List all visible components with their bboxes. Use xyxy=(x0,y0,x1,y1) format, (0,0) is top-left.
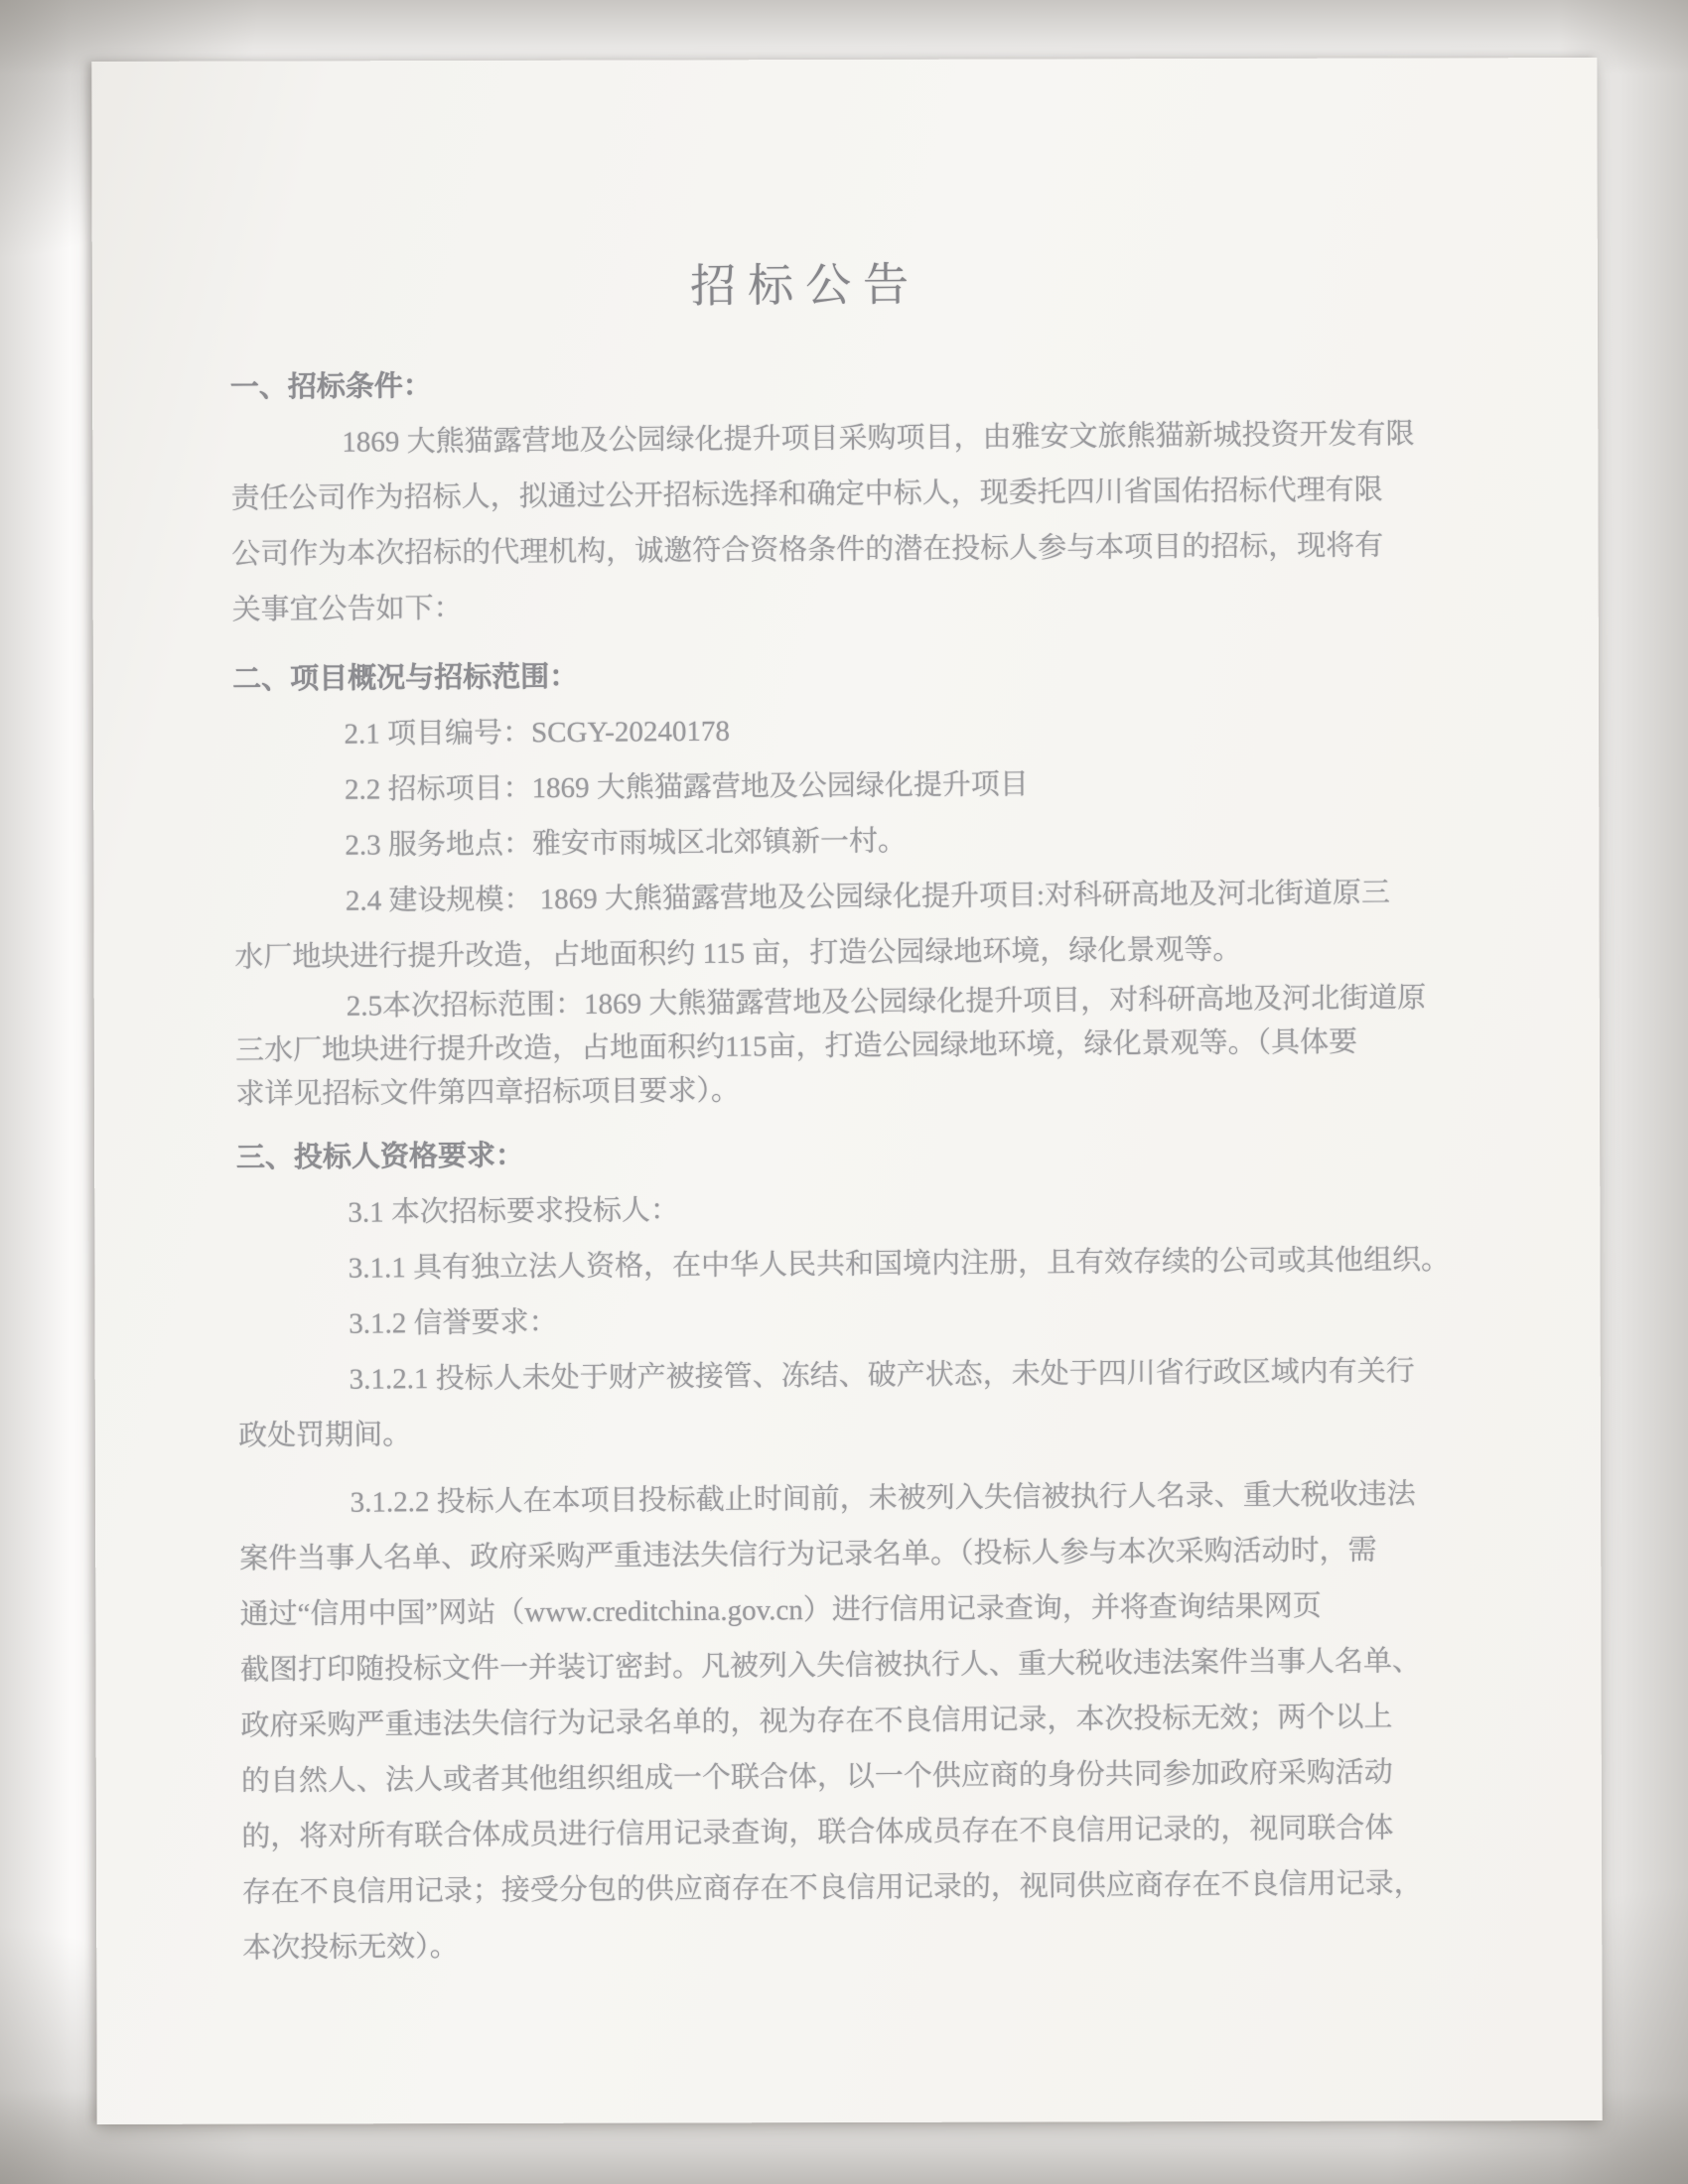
text-line: 2.5本次招标范围：1869 大熊猫露营地及公园绿化提升项目，对科研高地及河北街道原 xyxy=(346,982,1427,1023)
text-line: 1869 大熊猫露营地及公园绿化提升项目采购项目，由雅安文旅熊猫新城投资开发有限 xyxy=(342,418,1415,459)
text-line: 本次投标无效）。 xyxy=(242,1930,459,1965)
text-line: 三水厂地块进行提升改造，占地面积约115亩，打造公园绿地环境，绿化景观等。（具体要 xyxy=(234,1025,1358,1067)
text-line: 政府采购严重违法失信行为记录名单的，视为存在不良信用记录，本次投标无效；两个以上 xyxy=(240,1701,1393,1742)
document-content xyxy=(227,56,1451,1977)
text-line: 的自然人、法人或者其他组织组成一个联合体，以一个供应商的身份共同参加政府采购活动 xyxy=(240,1756,1393,1798)
text-line: 通过“信用中国”网站（www.creditchina.gov.cn）进行信用记录查询，并将查询结果网页 xyxy=(239,1590,1322,1631)
text-line: 水厂地块进行提升改造，占地面积约 115 亩，打造公园绿地环境，绿化景观等。 xyxy=(234,933,1242,974)
document-paper xyxy=(91,58,1602,2124)
document-title: 招标公告 xyxy=(689,259,921,313)
section-heading: 一、招标条件： xyxy=(229,370,432,404)
text-line: 3.1 本次招标要求投标人： xyxy=(348,1194,680,1229)
text-line: 2.2 招标项目：1869 大熊猫露营地及公园绿化提升项目 xyxy=(344,768,1029,806)
text-line: 政处罚期间。 xyxy=(238,1419,412,1452)
text-line: 责任公司作为招标人，拟通过公开招标选择和确定中标人，现委托四川省国佑招标代理有限 xyxy=(230,474,1383,515)
text-line: 3.1.2 信誉要求： xyxy=(349,1306,558,1340)
text-line: 截图打印随投标文件一并装订密封。凡被列入失信被执行人、重大税收违法案件当事人名单、 xyxy=(239,1645,1422,1687)
section-heading: 三、投标人资格要求： xyxy=(235,1140,525,1174)
text-line: 案件当事人名单、政府采购严重违法失信行为记录名单。（投标人参与本次采购活动时，需 xyxy=(239,1534,1377,1575)
text-line: 2.1 项目编号：SCGY-20240178 xyxy=(344,715,731,751)
text-line: 3.1.2.2 投标人在本项目投标截止时间前，未被列入失信被执行人名录、重大税收违法 xyxy=(350,1478,1416,1519)
text-line: 公司作为本次招标的代理机构，诚邀符合资格条件的潜在投标人参与本项目的招标，现将有 xyxy=(231,529,1384,571)
text-line: 3.1.2.1 投标人未处于财产被接管、冻结、破产状态，未处于四川省行政区域内有关行 xyxy=(349,1355,1415,1396)
section-heading: 二、项目概况与招标范围： xyxy=(232,660,579,696)
text-line: 2.4 建设规模： 1869 大熊猫露营地及公园绿化提升项目:对科研高地及河北街道原三 xyxy=(345,877,1391,917)
text-line: 存在不良信用记录；接受分包的供应商存在不良信用记录的，视同供应商存在不良信用记录， xyxy=(241,1867,1423,1909)
text-line: 的，将对所有联合体成员进行信用记录查询，联合体成员存在不良信用记录的，视同联合体 xyxy=(241,1812,1394,1853)
text-line: 求详见招标文件第四章招标项目要求）。 xyxy=(235,1074,741,1111)
text-line: 2.3 服务地点：雅安市雨城区北郊镇新一村。 xyxy=(345,825,908,862)
text-line: 3.1.1 具有独立法人资格，在中华人民共和国境内注册，且有效存续的公司或其他组织。 xyxy=(348,1244,1451,1285)
text-line: 关事宜公告如下： xyxy=(231,592,463,626)
